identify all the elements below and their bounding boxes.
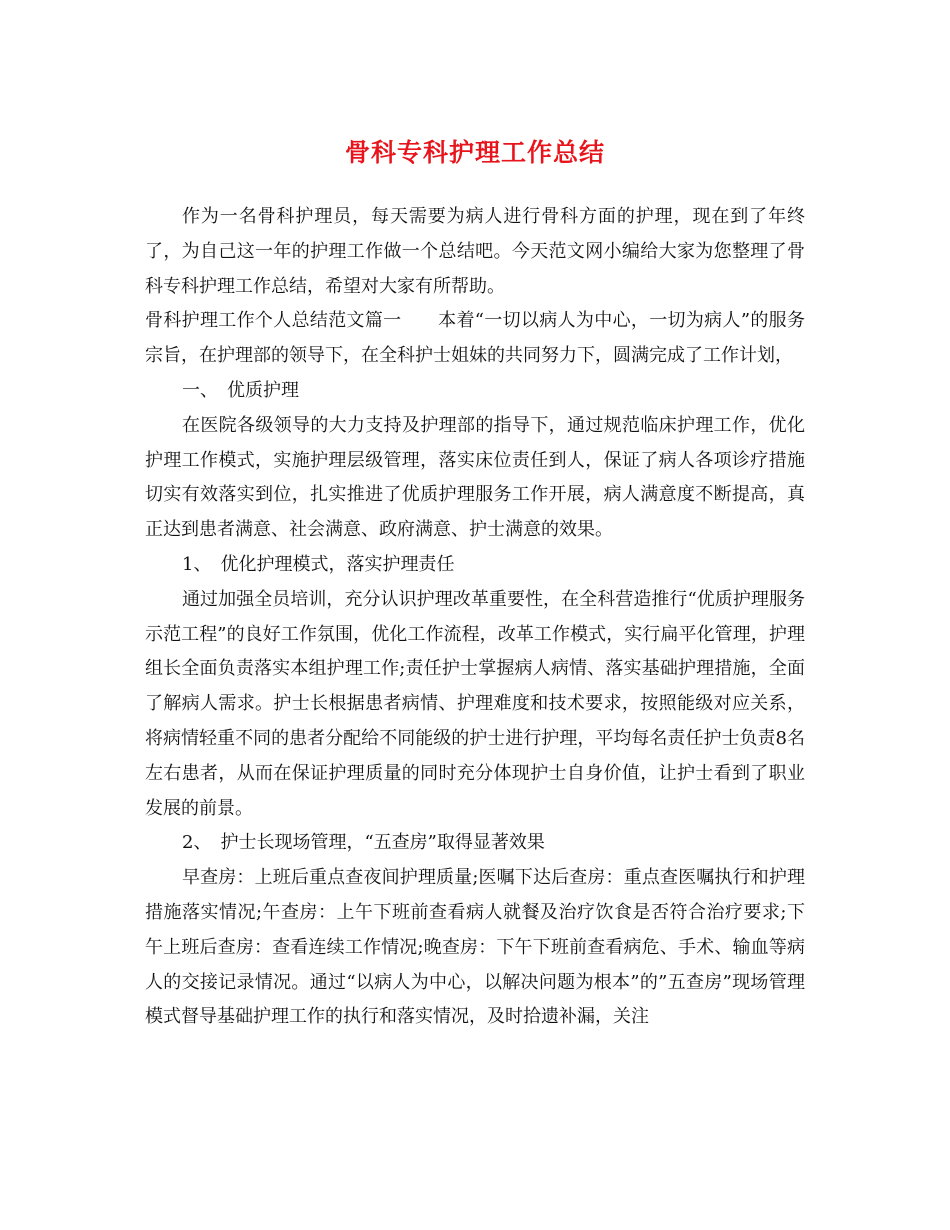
ward-rounds-paragraph: 早查房：上班后重点查夜间护理质量;医嘱下达后查房：重点查医嘱执行和护理措施落实情况;午查房：上午下班前查看病人就餐及治疗饮食是否符合治疗要求;下午上班后查房：查看连续工作情况;晚查房：下午下班前查看病危、手术、输血等病人的交接记录情况。通过“以病人为中心，以解决问题为根本”的”五查房”现场管理模式督导基础护理工作的执行和落实情况，及时拾遗补漏，关注 (145, 867, 805, 1028)
quality-care-paragraph: 在医院各级领导的大力支持及护理部的指导下，通过规范临床护理工作，优化护理工作模式，实施护理层级管理，落实床位责任到人，保证了病人各项诊疗措施切实有效落实到位，扎实推进了优质护理服务工作开展，病人满意度不断提高，真正达到患者满意、社会满意、政府满意、护士满意的效果。 (145, 414, 805, 541)
care-model-paragraph: 通过加强全员培训，充分认识护理改革重要性，在全科营造推行“优质护理服务示范工程”的良好工作氛围，优化工作流程，改革工作模式，实行扁平化管理，护理组长全面负责落实本组护理工作;责任护士掌握病人病情、落实基础护理措施，全面了解病人需求。护士长根据患者病情、护理难度和技术要求，按照能级对应关系，将病情轻重不同的患者分配给不同能级的护士进行护理，平均每名责任护士负责8名左右患者，从而在保证护理质量的同时充分体现护士自身价值，让护士看到了职业发展的前景。 (145, 588, 805, 819)
section-heading-care-model: 1、 优化护理模式，落实护理责任 (182, 553, 455, 575)
section-heading-ward-rounds: 2、 护士长现场管理，“五查房”取得显著效果 (182, 832, 545, 854)
document-body (145, 200, 805, 1035)
section-opening-paragraph: 骨科护理工作个人总结范文篇一 本着“一切以病人为中心，一切为病人”的服务宗旨，在护理部的领导下，在全科护士姐妹的共同努力下，圆满完成了工作计划， (145, 310, 805, 367)
page-title: 骨科专科护理工作总结 (344, 138, 605, 167)
section-heading-quality-care: 一、 优质护理 (182, 379, 299, 401)
intro-paragraph: 作为一名骨科护理员，每天需要为病人进行骨科方面的护理，现在到了年终了，为自己这一年的护理工作做一个总结吧。今天范文网小编给大家为您整理了骨科专科护理工作总结，希望对大家有所帮助。 (145, 206, 805, 297)
